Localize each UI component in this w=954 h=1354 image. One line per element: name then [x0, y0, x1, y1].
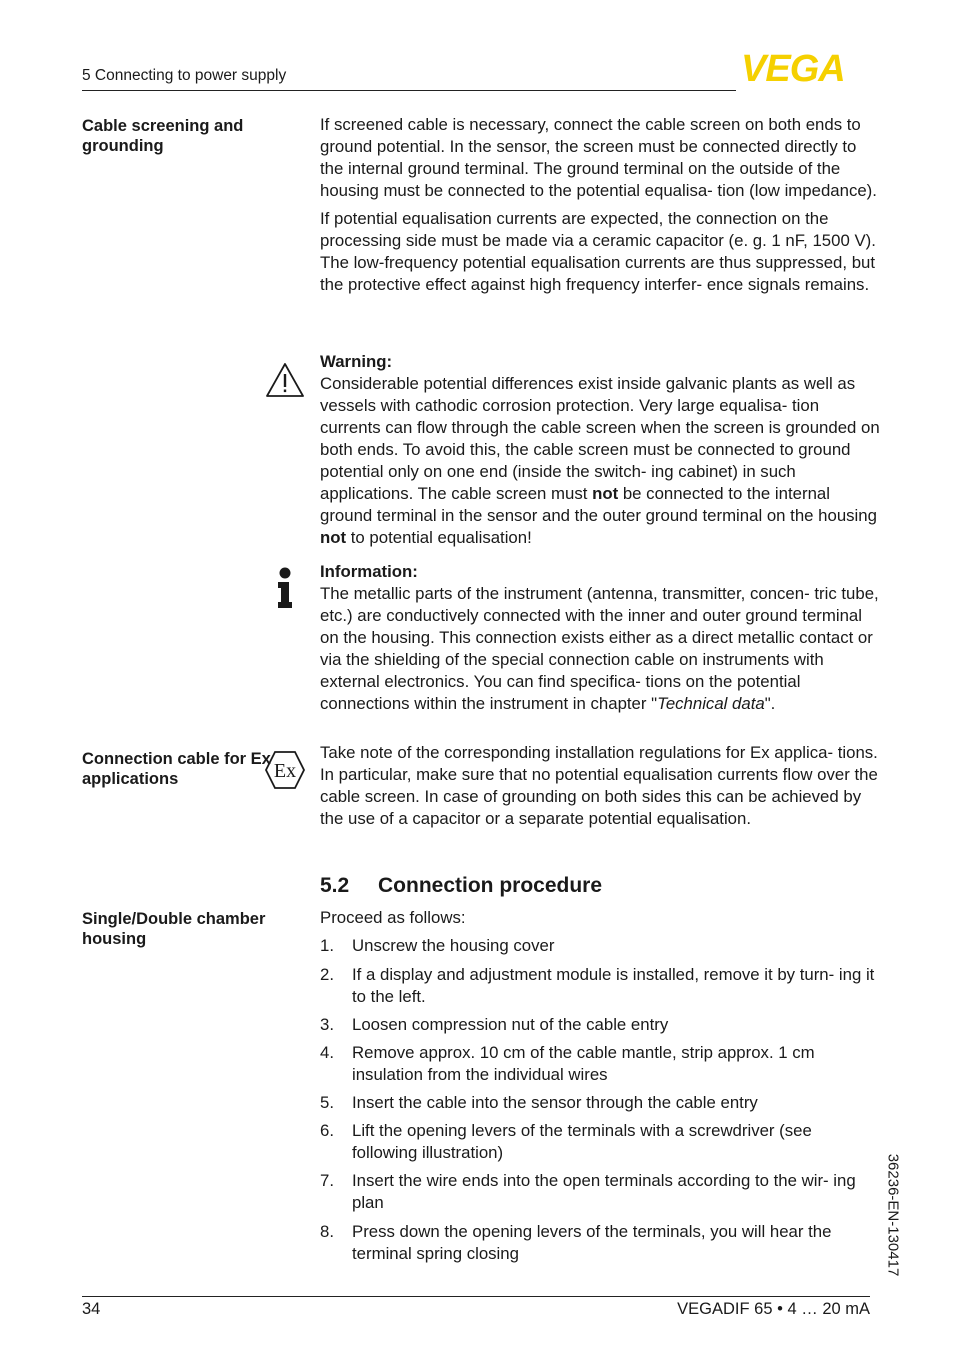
ex-cable-text: Take note of the corresponding installation regulations for Ex applica- tions. In particular, make sure that no potential equalisation currents flow over the cable screen. In case of grounding on both sides this can be achieved by the use of a capacitor or a separate potential equalisation.: [320, 743, 878, 828]
vega-logo-text: VEGA: [741, 52, 845, 84]
step-number: 7.: [320, 1171, 334, 1190]
chamber-housing-label: Single/Double chamber housing: [82, 910, 266, 948]
section-number: 5.2: [320, 874, 350, 897]
step-number: 2.: [320, 965, 334, 984]
information-title: Information:: [320, 562, 418, 581]
step-text: If a display and adjustment module is installed, remove it by turn- ing it to the left.: [352, 965, 875, 1006]
header-divider: [82, 90, 736, 91]
ex-symbol-icon: [264, 750, 306, 790]
vega-logo-mark: [741, 52, 873, 84]
section-heading-connection-procedure: [320, 874, 602, 898]
step-text: Loosen compression nut of the cable entry: [352, 1015, 669, 1034]
cable-screening-text: [320, 114, 880, 296]
document-id: 36236-EN-130417: [884, 1153, 902, 1277]
vega-logo: [741, 52, 873, 89]
step-number: 5.: [320, 1093, 334, 1112]
step-text: Insert the cable into the sensor through the cable entry: [352, 1093, 758, 1112]
warning-emphasis-2: not: [320, 528, 347, 547]
warning-emphasis-1: not: [592, 484, 619, 503]
information-text-part-1: The metallic parts of the instrument (antenna, transmitter, concen- tric tube, etc.) are conductively connected with the inner and outer ground terminal on the housing. This connection exists either as a direct metallic contact or via the shielding of the special connection cable on instruments with external electronics. You can find specifica- tions on the potential connections within the instrument in chapter ": [320, 584, 879, 713]
information-icon: [275, 567, 295, 609]
product-name: VEGADIF 65 • 4 … 20 mA: [677, 1300, 870, 1318]
warning-title: Warning:: [320, 352, 393, 371]
information-italic-ref: Technical data: [657, 694, 765, 713]
warning-text-part-1: Considerable potential differences exist inside galvanic plants as well as vessels with cathodic corrosion protection. Very large equalisa- tion currents can flow through the cable screen when the screen is grounded on both ends. To avoid this, the cable screen must be connected to ground potential only on one end (inside the switch- ing cabinet) in such applications. The cable screen must: [320, 374, 880, 503]
cable-screening-label: Cable screening and grounding: [82, 117, 244, 155]
information-notice: [320, 561, 880, 715]
step-text: Lift the opening levers of the terminals with a screwdriver (see following illustration): [352, 1121, 812, 1162]
cable-screening-paragraph-2: If potential equalisation currents are expected, the connection on the processing side must be made via a ceramic capacitor (e. g. 1 nF, 1500 V). The low-frequency potential equalisation currents are thus suppressed, but the protective effect against high frequency interfer- ence signals remains.: [320, 209, 876, 294]
warning-text-part-3: to potential equalisation!: [350, 528, 532, 547]
step-text: Remove approx. 10 cm of the cable mantle, strip approx. 1 cm insulation from the individual wires: [352, 1043, 815, 1084]
step-number: 8.: [320, 1222, 334, 1241]
step-number: 6.: [320, 1121, 334, 1140]
step-number: 3.: [320, 1015, 334, 1034]
warning-triangle-icon: [265, 362, 305, 398]
ex-cable-label: Connection cable for Ex applications: [82, 750, 271, 788]
page-number: 34: [82, 1300, 101, 1318]
warning-text-part-2: be connected to the internal ground terminal in the sensor and the outer ground terminal on the housing: [320, 484, 877, 525]
information-text-part-2: ".: [764, 694, 776, 713]
running-header: 5 Connecting to power supply: [82, 67, 287, 84]
cable-screening-paragraph-1: If screened cable is necessary, connect the cable screen on both ends to ground potential. In the sensor, the screen must be connected directly to the internal ground terminal. The ground terminal on the outside of the housing must be connected to the potential equalisa- tion (low impedance).: [320, 115, 877, 200]
step-text: Press down the opening levers of the terminals, you will hear the terminal spring closing: [352, 1222, 832, 1263]
warning-notice: [320, 351, 880, 549]
procedure-intro: Proceed as follows:: [320, 908, 466, 927]
svg-text:Ex: Ex: [273, 760, 297, 782]
step-number: 1.: [320, 936, 334, 955]
step-text: Unscrew the housing cover: [352, 936, 555, 955]
step-text: Insert the wire ends into the open terminals according to the wir- ing plan: [352, 1171, 856, 1212]
section-title: Connection procedure: [378, 874, 603, 897]
footer-divider: [82, 1296, 870, 1297]
step-number: 4.: [320, 1043, 334, 1062]
